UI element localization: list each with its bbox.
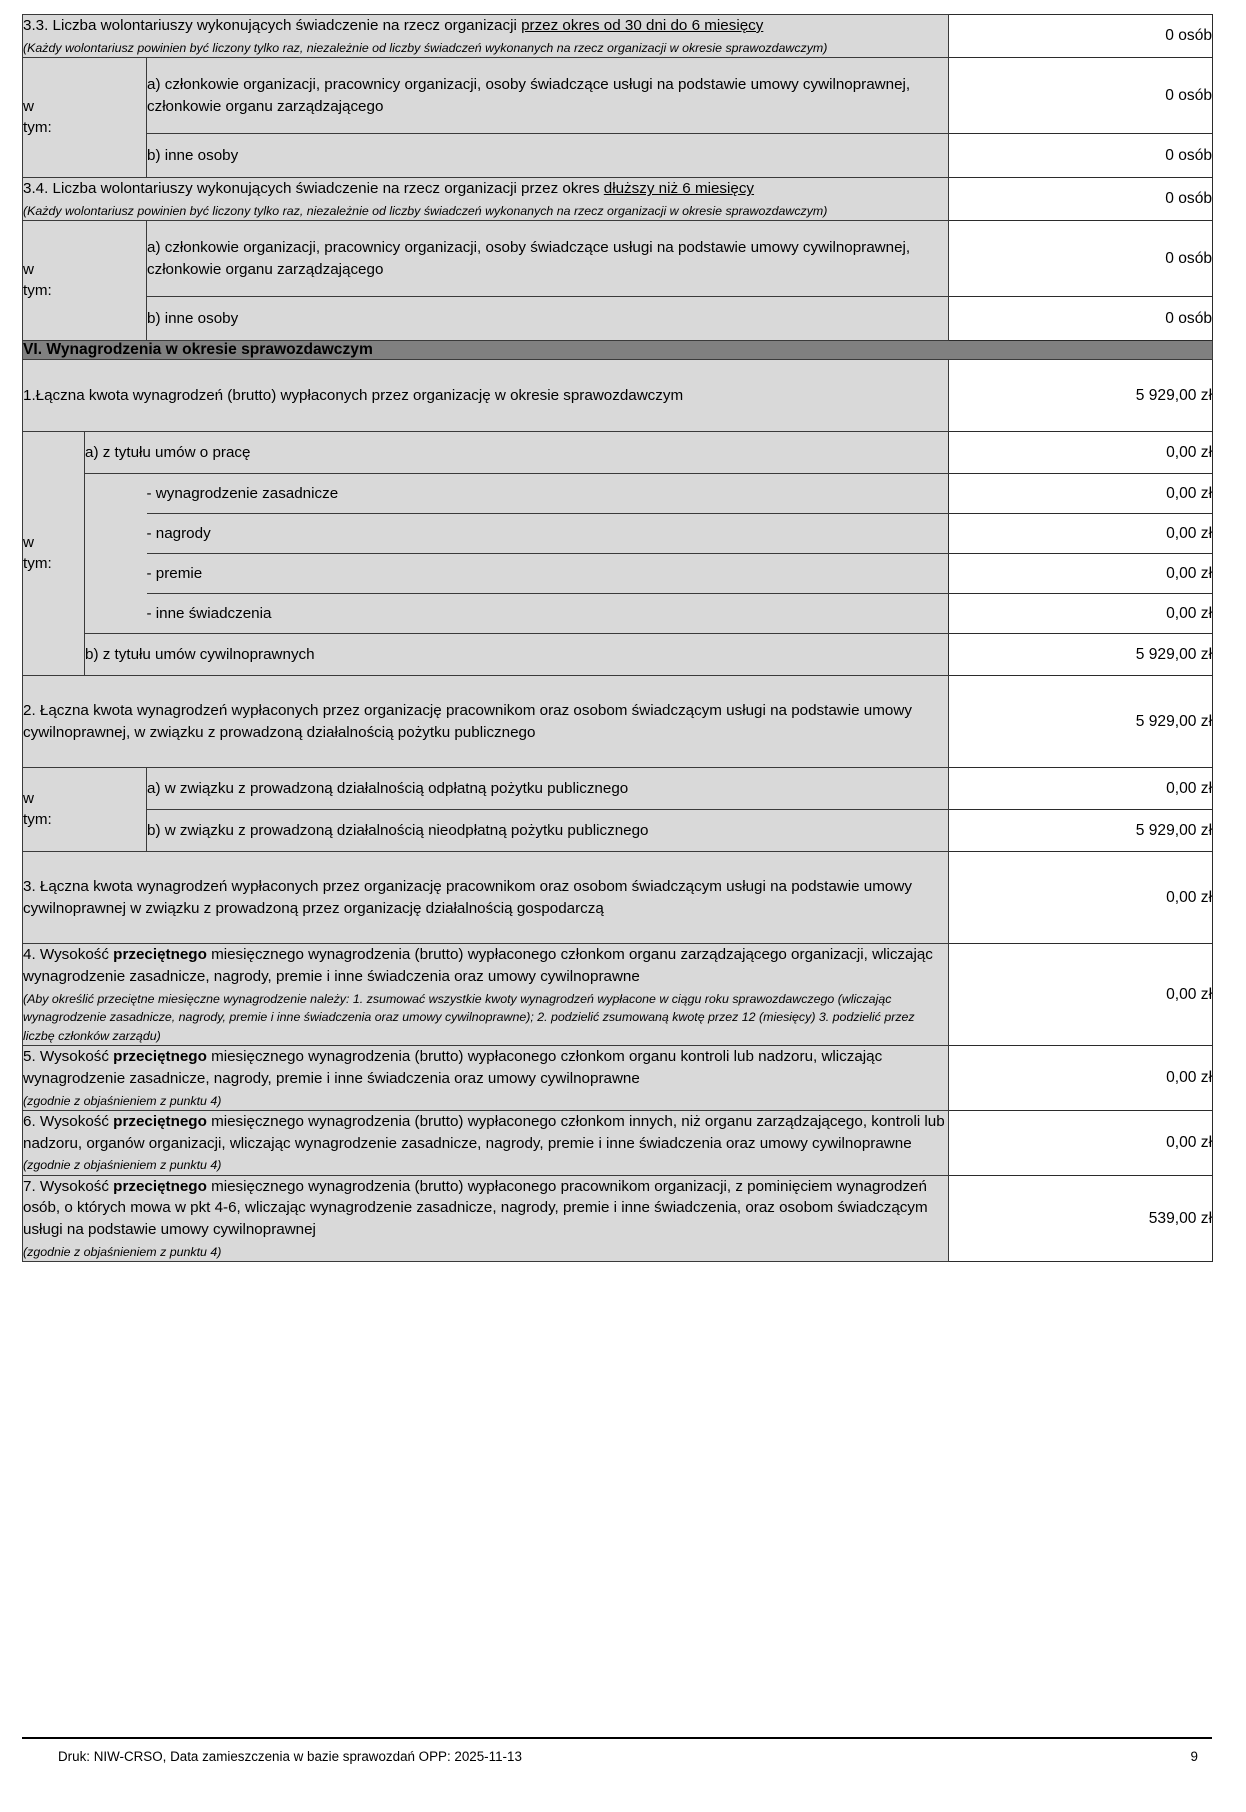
row-3-4-label [23,178,949,221]
row-item-1-deep-4 [23,594,1213,634]
item-6-value: 0,00 zł [949,1111,1213,1176]
row-item-2 [23,676,1213,768]
section-vi-heading: VI. Wynagrodzenia w okresie sprawozdawczym [23,341,1213,360]
item-2-sub-b-label: b) w związku z prowadzoną działalnością nieodpłatną pożytku publicznego [147,810,949,852]
item-1-deep-value: 0,00 zł [949,474,1213,514]
item-5-value: 0,00 zł [949,1046,1213,1111]
item-4-note: (Aby określić przeciętne miesięczne wynagrodzenie należy: 1. zsumować wszystkie kwoty wynagrodzeń wypłacone w ciągu roku sprawozdawczego (wliczając wynagrodzenie zasadnicze, nagrody, premie i inne świadczenia oraz umowy cywilnoprawne); 2. podzielić zsumowaną kwotę przez 12 (miesięcy) 3. podzielić przez liczbę członków zarządu) [23,991,915,1043]
w-tym-line1: w [23,790,34,808]
row-3-4-title-plain: 3.4. Liczba wolontariuszy wykonujących świadczenie na rzecz organizacji przez okres [23,180,604,198]
w-tym-line1: w [23,534,34,552]
section-vi-row [23,341,1213,360]
item-1-deep-spacer [85,474,147,634]
item-1-deep-value: 0,00 zł [949,554,1213,594]
item-1-deep-value: 0,00 zł [949,594,1213,634]
row-item-3 [23,852,1213,944]
item-3-label: 3. Łączna kwota wynagrodzeń wypłaconych przez organizację pracownikom oraz osobom świadczącym usługi na podstawie umowy cywilnoprawnej w związku z prowadzoną przez organizację działalnością gospodarczą [23,852,949,944]
footer-print-info: Druk: NIW-CRSO, Data zamieszczenia w bazie sprawozdań OPP: 2025-11-13 [58,1749,522,1764]
item-4-label [23,944,949,1046]
row-3-4-sub-b-label: b) inne osoby [147,297,949,341]
row-3-3-sub-a-label: a) członkowie organizacji, pracownicy organizacji, osoby świadczące usługi na podstawie umowy cywilnoprawnej, członkowie organu zarządzającego [147,58,949,134]
footer-page-number: 9 [1190,1749,1198,1764]
item-7-note: (zgodnie z objaśnieniem z punktu 4) [23,1244,222,1259]
row-item-1-deep-3 [23,554,1213,594]
item-5-prefix: 5. Wysokość [23,1048,114,1066]
item-4-value: 0,00 zł [949,944,1213,1046]
item-7-label [23,1175,949,1261]
row-3-4 [23,178,1213,221]
item-1-deep-label: - inne świadczenia [147,594,949,634]
row-3-3-title-plain: 3.3. Liczba wolontariuszy wykonujących świadczenie na rzecz organizacji [23,17,522,34]
row-item-6 [23,1111,1213,1176]
w-tym-line2: tym: [23,281,52,299]
w-tym-line1: w [23,98,34,116]
row-3-4-title-underlined: dłuższy niż 6 miesięcy [603,180,755,198]
w-tym-line2: tym: [23,810,52,828]
item-7-value: 539,00 zł [949,1175,1213,1261]
item-1-sub-b-label: b) z tytułu umów cywilnoprawnych [85,634,949,676]
w-tym-line2: tym: [23,118,52,136]
row-item-1-deep-1 [23,474,1213,514]
row-item-1-deep-2 [23,514,1213,554]
row-3-3-sub-b-label: b) inne osoby [147,134,949,178]
item-2-value: 5 929,00 zł [949,676,1213,768]
row-3-4-sub-a [23,221,1213,297]
item-2-sub-b-value: 5 929,00 zł [949,810,1213,852]
row-3-3-label [23,15,949,58]
item-6-bold: przeciętnego [113,1113,207,1131]
row-3-3-sub-a-value: 0 osób [949,58,1213,134]
item-7-prefix: 7. Wysokość [23,1177,114,1195]
row-item-1-sub-a [23,432,1213,474]
item-2-sub-a-label: a) w związku z prowadzoną działalnością odpłatną pożytku publicznego [147,768,949,810]
row-3-4-value: 0 osób [949,178,1213,221]
item-2-sub-a-value: 0,00 zł [949,768,1213,810]
item-1-value: 5 929,00 zł [949,360,1213,432]
item-6-prefix: 6. Wysokość [23,1113,114,1131]
item-5-rest: miesięcznego wynagrodzenia (brutto) wypłaconego członkom organu kontroli lub nadzoru, wliczając wynagrodzenie zasadnicze, nagrody, premie i inne świadczenia oraz umowy cywilnoprawne [23,1048,883,1087]
row-3-3-sub-b [23,134,1213,178]
item-1-deep-label: - nagrody [147,514,949,554]
item-4-rest: miesięcznego wynagrodzenia (brutto) wypłaconego członkom organu zarządzającego organizacji, wliczając wynagrodzenie zasadnicze, nagrody, premie i inne świadczenia oraz umowy cywilnoprawne [23,946,933,985]
row-item-4 [23,944,1213,1046]
w-tym-group-3-3 [23,58,147,178]
item-5-bold: przeciętnego [113,1048,207,1066]
row-3-3-sub-a [23,58,1213,134]
row-item-7 [23,1175,1213,1261]
w-tym-group-item-2 [23,768,147,852]
row-item-2-sub-a [23,768,1213,810]
w-tym-line1: w [23,261,34,279]
item-2-label: 2. Łączna kwota wynagrodzeń wypłaconych przez organizację pracownikom oraz osobom świadczącym usługi na podstawie umowy cywilnoprawnej, w związku z prowadzoną działalnością pożytku publicznego [23,676,949,768]
opp-report-table [22,14,1213,1262]
row-3-3-title-underlined: przez okres od 30 dni do 6 miesięcy [521,17,764,34]
item-5-label [23,1046,949,1111]
item-1-deep-label: - premie [147,554,949,594]
row-3-3-value: 0 osób [949,15,1213,58]
item-6-label [23,1111,949,1176]
item-1-label: 1.Łączna kwota wynagrodzeń (brutto) wypłaconych przez organizację w okresie sprawozdawczym [23,360,949,432]
w-tym-group-3-4 [23,221,147,341]
row-3-3-sub-b-value: 0 osób [949,134,1213,178]
row-3-4-note: (Każdy wolontariusz powinien być liczony tylko raz, niezależnie od liczby świadczeń wykonanych na rzecz organizacji w okresie sprawozdawczym) [23,203,828,218]
item-4-prefix: 4. Wysokość [23,946,114,964]
item-5-note: (zgodnie z objaśnieniem z punktu 4) [23,1093,222,1108]
footer-divider [22,1737,1212,1739]
item-6-rest: miesięcznego wynagrodzenia (brutto) wypłaconego członkom innych, niż organu zarządzającego, kontroli lub nadzoru, organów organizacji, wliczając wynagrodzenie zasadnicze, nagrody, premie i inne świadczenia oraz umowy cywilnoprawne [23,1113,945,1152]
item-6-note: (zgodnie z objaśnieniem z punktu 4) [23,1158,222,1173]
item-1-sub-b-value: 5 929,00 zł [949,634,1213,676]
row-3-3-note: (Każdy wolontariusz powinien być liczony tylko raz, niezależnie od liczby świadczeń wykonanych na rzecz organizacji w okresie sprawozdawczym) [23,40,828,55]
row-3-3 [23,15,1213,58]
item-7-bold: przeciętnego [113,1177,207,1195]
row-item-1 [23,360,1213,432]
w-tym-line2: tym: [23,554,52,572]
item-3-value: 0,00 zł [949,852,1213,944]
row-item-1-sub-b [23,634,1213,676]
row-3-4-sub-a-value: 0 osób [949,221,1213,297]
row-3-4-sub-b [23,297,1213,341]
row-item-5 [23,1046,1213,1111]
page-footer [22,1749,1212,1764]
item-1-deep-value: 0,00 zł [949,514,1213,554]
item-4-bold: przeciętnego [113,946,207,964]
item-1-sub-a-value: 0,00 zł [949,432,1213,474]
row-3-4-sub-b-value: 0 osób [949,297,1213,341]
item-7-rest: miesięcznego wynagrodzenia (brutto) wypłaconego pracownikom organizacji, z pominięciem wynagrodzeń osób, o których mowa w pkt 4-6, wliczając wynagrodzenie zasadnicze, nagrody, premie i inne świadczenia, oraz osobom świadczącym usługi na podstawie umowy cywilnoprawnej [23,1177,928,1239]
w-tym-group-item-1 [23,432,85,676]
item-1-sub-a-label: a) z tytułu umów o pracę [85,432,949,474]
row-item-2-sub-b [23,810,1213,852]
row-3-4-sub-a-label: a) członkowie organizacji, pracownicy organizacji, osoby świadczące usługi na podstawie umowy cywilnoprawnej, członkowie organu zarządzającego [147,221,949,297]
item-1-deep-label: - wynagrodzenie zasadnicze [147,474,949,514]
